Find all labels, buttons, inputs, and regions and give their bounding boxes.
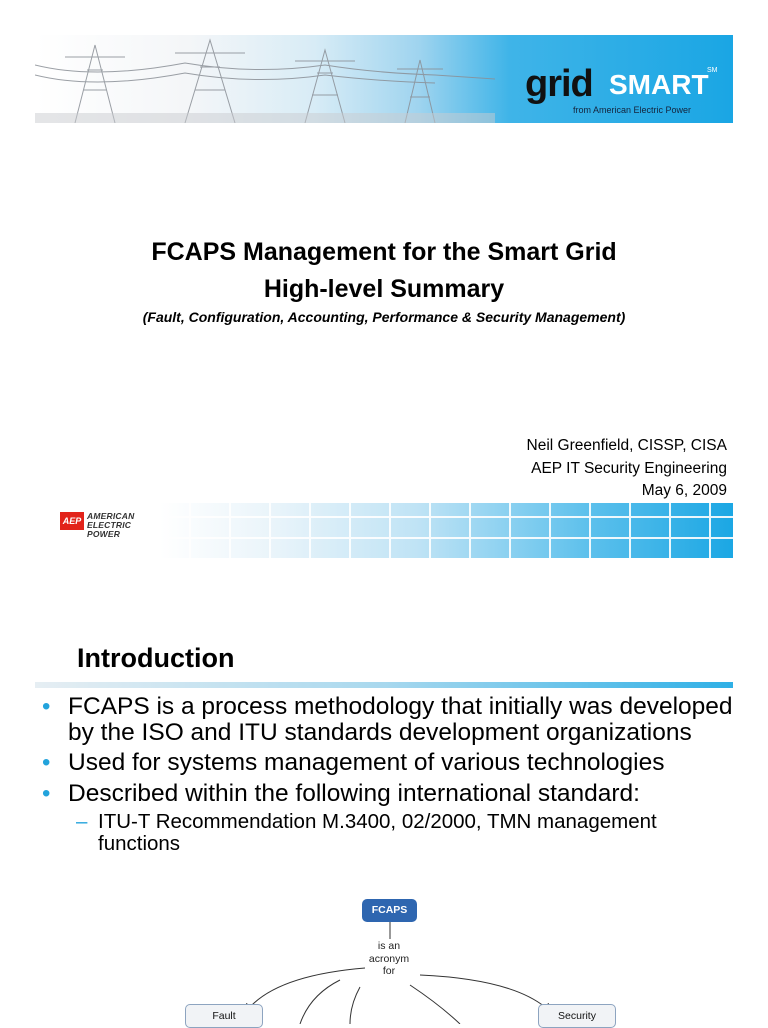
aep-line2: ELECTRIC — [87, 520, 132, 530]
logo-sm-mark: SM — [707, 67, 718, 74]
aep-mark: AEP — [60, 512, 84, 530]
bullet-list — [42, 694, 742, 855]
security-node: Security — [538, 1004, 616, 1028]
link-label — [356, 940, 422, 978]
logo-grid-text: grid — [525, 63, 593, 105]
aep-logo — [60, 510, 160, 546]
intro-heading: Introduction — [77, 643, 235, 673]
slide-title-line2: High-level Summary — [263, 275, 505, 303]
decorative-grid-band — [160, 503, 733, 558]
fault-node: Fault — [185, 1004, 263, 1028]
transmission-towers-image — [35, 35, 495, 123]
author-name: Neil Greenfield, CISSP, CISA — [526, 437, 727, 454]
bullet-text: FCAPS is a process methodology that initially was developed by the ISO and ITU standards development organizations — [68, 693, 733, 746]
sub-bullet-item — [42, 811, 742, 855]
link-label-line2: acronym — [368, 952, 410, 965]
gridsmart-logo — [525, 65, 725, 117]
sub-bullet-dash-icon: – — [76, 810, 88, 833]
sub-bullet-text: ITU-T Recommendation M.3400, 02/2000, TMN management functions — [98, 810, 657, 855]
bullet-item — [42, 694, 742, 745]
bullet-item — [42, 750, 742, 776]
slide-title-line1: FCAPS Management for the Smart Grid — [151, 238, 617, 266]
aep-line3: POWER — [87, 529, 121, 539]
aep-wordmark — [87, 512, 134, 539]
aep-line1: AMERICAN — [87, 511, 135, 521]
bullet-text: Used for systems management of various technologies — [68, 749, 665, 776]
author-block — [527, 435, 727, 503]
author-org: AEP IT Security Engineering — [531, 459, 727, 477]
heading-divider — [35, 682, 733, 688]
bullet-dot-icon: • — [42, 779, 51, 807]
header-banner — [35, 35, 733, 123]
grid-pattern — [160, 503, 733, 558]
presentation-date: May 6, 2009 — [641, 482, 727, 499]
link-label-line1: is an — [377, 940, 401, 952]
slide-subtitle: (Fault, Configuration, Accounting, Performance & Security Management) — [142, 309, 626, 325]
fcaps-root-node: FCAPS — [362, 899, 417, 922]
bullet-text: Described within the following international standard: — [68, 779, 640, 807]
logo-smart-text: SMART — [609, 69, 709, 100]
bullet-dot-icon: • — [42, 693, 51, 720]
bullet-item — [42, 781, 742, 807]
logo-tagline: from American Electric Power — [573, 105, 692, 115]
bullet-dot-icon: • — [42, 749, 51, 776]
link-label-line3: for — [382, 965, 396, 977]
